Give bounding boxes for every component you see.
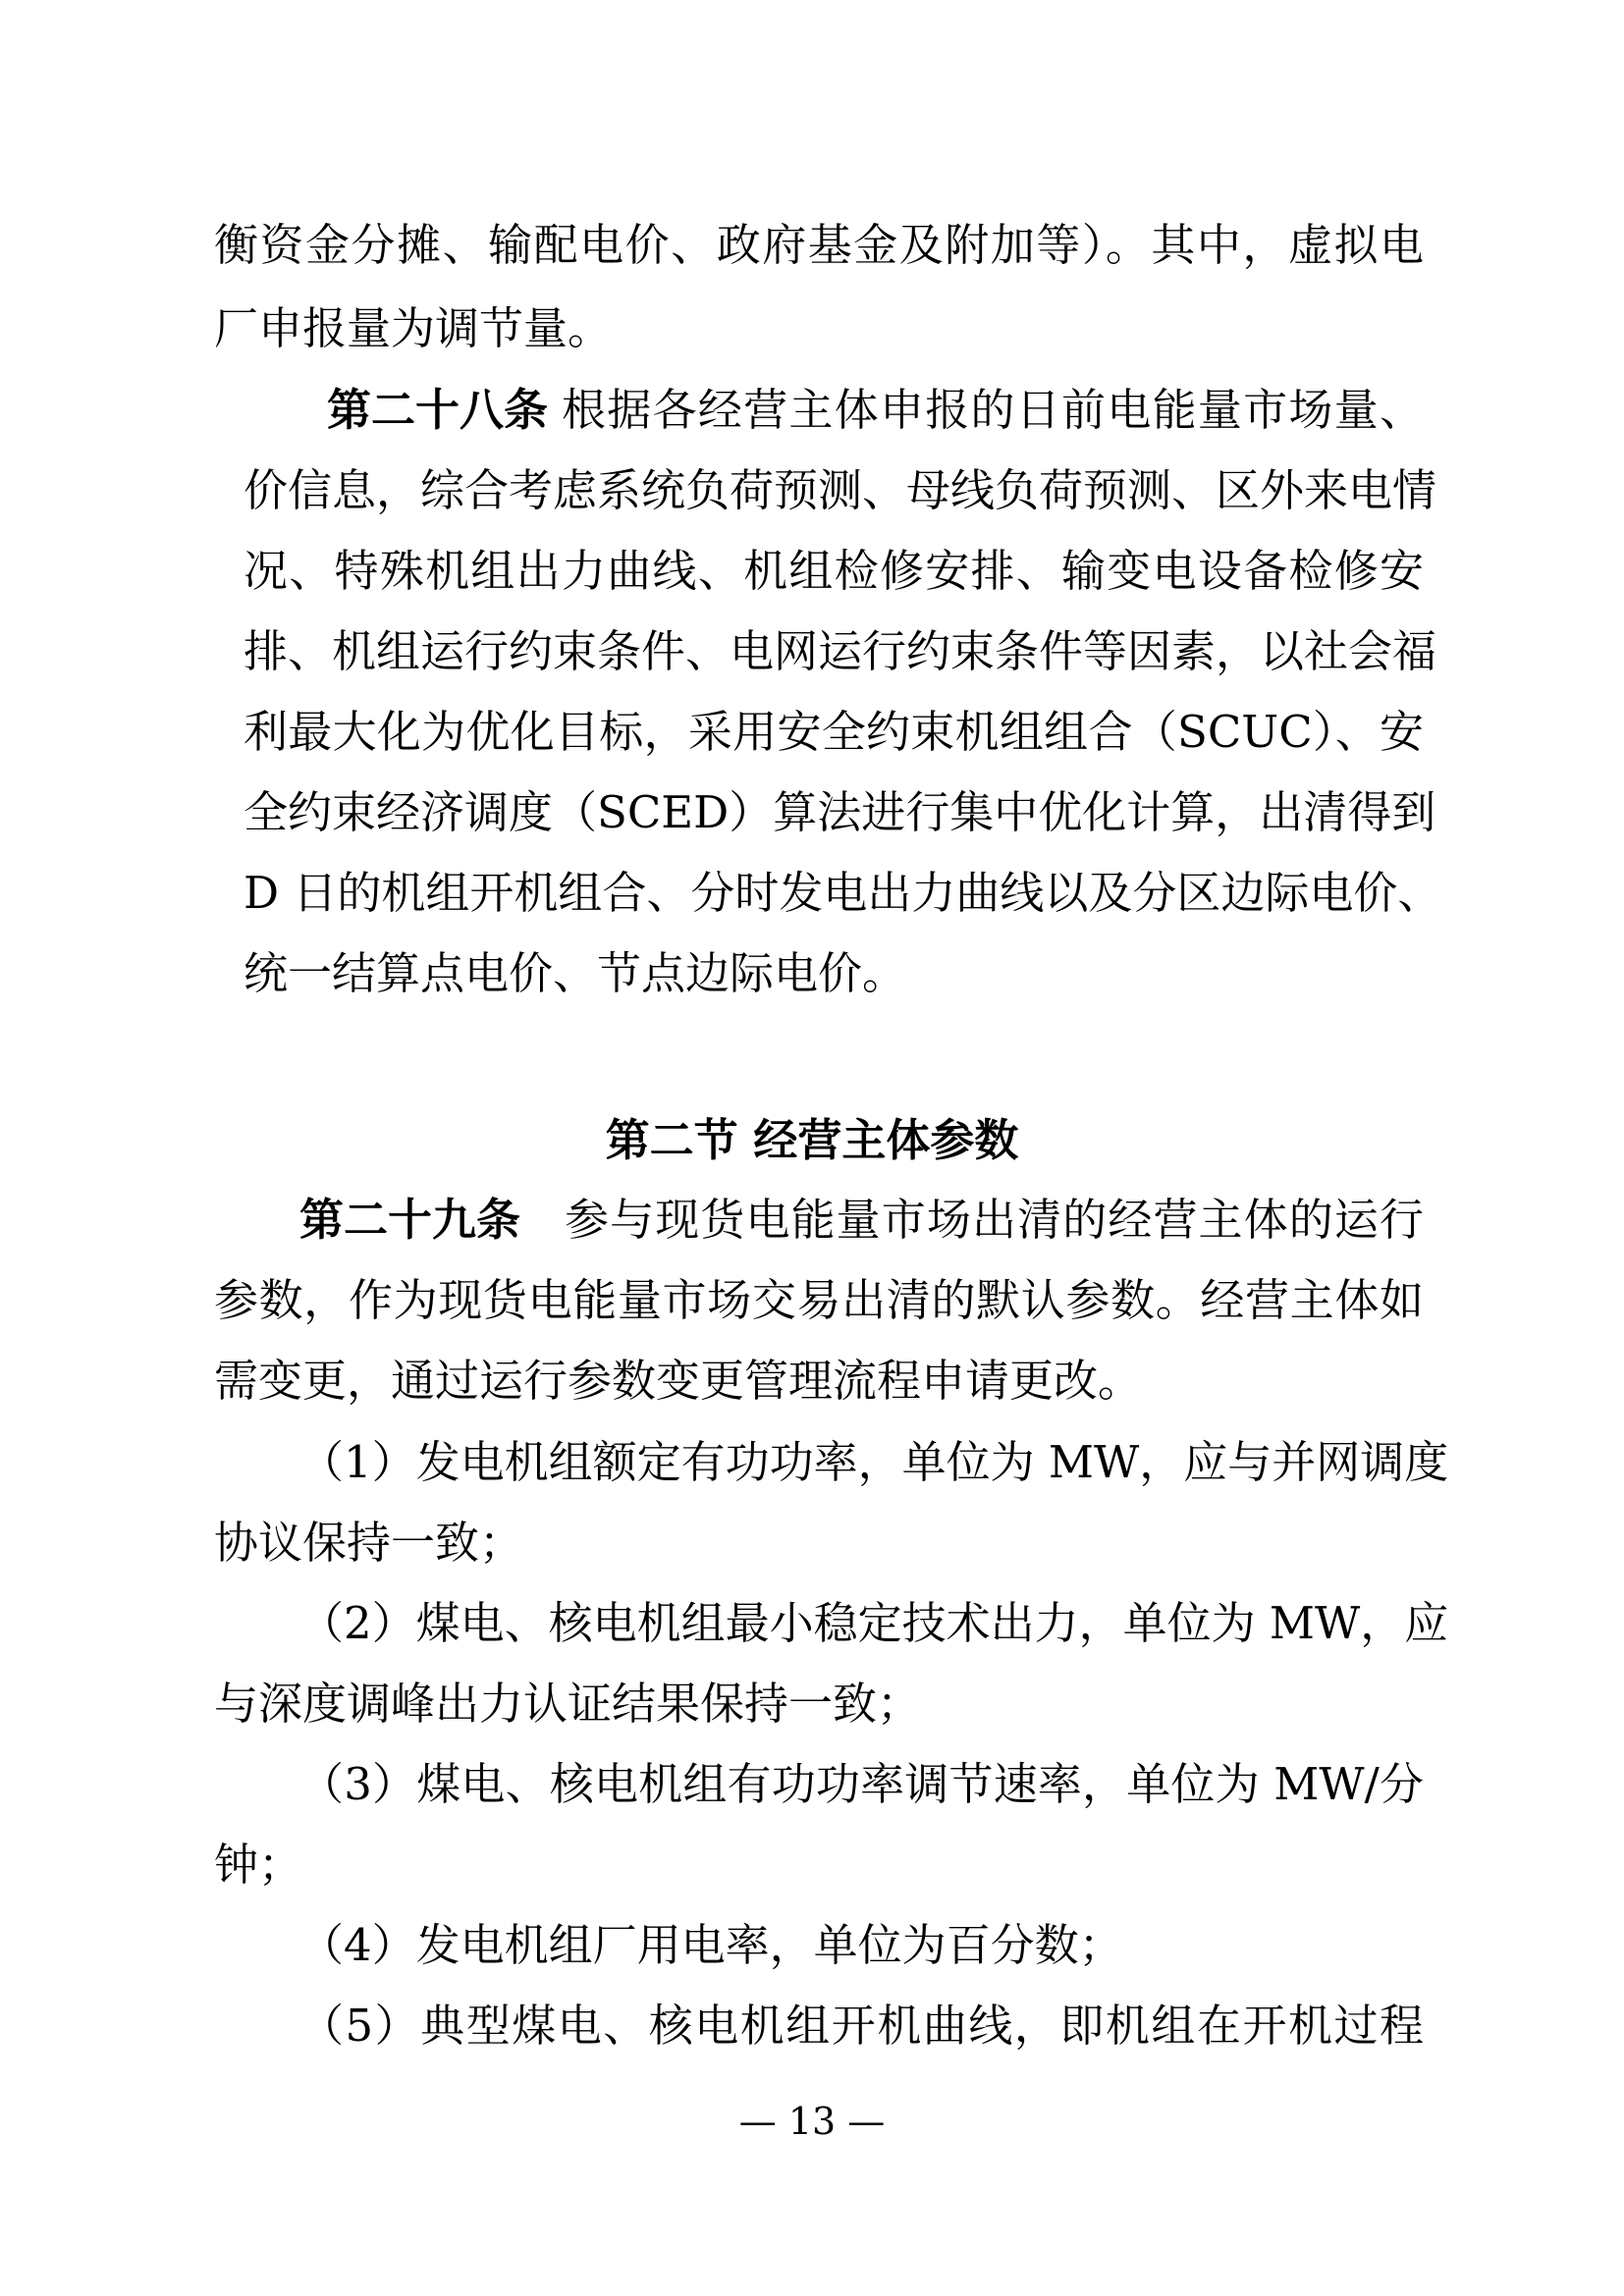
- paragraph-line: 全约束经济调度（SCED）算法进行集中优化计算，出清得到: [244, 786, 1436, 838]
- list-item-continuation: 与深度调峰出力认证结果保持一致；: [214, 1678, 922, 1730]
- article-28-title: 第二十八条: [327, 384, 549, 436]
- paragraph-line: 况、特殊机组出力曲线、机组检修安排、输变电设备检修安: [244, 545, 1424, 597]
- page-number: — 13 —: [738, 2100, 886, 2143]
- list-item-continuation: 钟；: [214, 1839, 303, 1891]
- section-heading: 第二节 经营主体参数: [605, 1114, 1019, 1166]
- paragraph-line: 需变更，通过运行参数变更管理流程申请更改。: [214, 1355, 1143, 1407]
- article-28-text: 根据各经营主体申报的日前电能量市场量、: [562, 384, 1424, 436]
- paragraph-line: 统一结算点电价、节点边际电价。: [244, 947, 907, 999]
- article-29-title: 第二十九条: [299, 1194, 521, 1246]
- list-item: （5）典型煤电、核电机组开机曲线，即机组在开机过程: [299, 2000, 1424, 2052]
- article-29-first-line: [299, 1191, 1424, 1250]
- article-28-first-line: [327, 381, 1424, 440]
- paragraph-line: 参数，作为现货电能量市场交易出清的默认参数。经营主体如: [214, 1274, 1424, 1326]
- article-29-text: 参与现货电能量市场出清的经营主体的运行: [565, 1194, 1424, 1246]
- list-item: （2）煤电、核电机组最小稳定技术出力，单位为 MW，应: [299, 1597, 1449, 1649]
- paragraph-line: 排、机组运行约束条件、电网运行约束条件等因素，以社会福: [244, 625, 1437, 677]
- paragraph-line: 衡资金分摊、输配电价、政府基金及附加等）。其中，虚拟电: [214, 219, 1424, 271]
- list-item-continuation: 协议保持一致；: [214, 1517, 524, 1569]
- paragraph-line: 利最大化为优化目标，采用安全约束机组组合（SCUC）、安: [244, 706, 1424, 758]
- paragraph-line: 价信息，综合考虑系统负荷预测、母线负荷预测、区外来电情: [244, 464, 1437, 516]
- paragraph-line: D 日的机组开机组合、分时发电出力曲线以及分区边际电价、: [244, 867, 1442, 919]
- list-item: （3）煤电、核电机组有功功率调节速率，单位为 MW/分: [299, 1758, 1424, 1810]
- list-item: （4）发电机组厂用电率，单位为百分数；: [299, 1919, 1123, 1971]
- paragraph-line: 厂申报量为调节量。: [214, 302, 613, 354]
- list-item: （1）发电机组额定有功功率，单位为 MW，应与并网调度: [299, 1436, 1449, 1488]
